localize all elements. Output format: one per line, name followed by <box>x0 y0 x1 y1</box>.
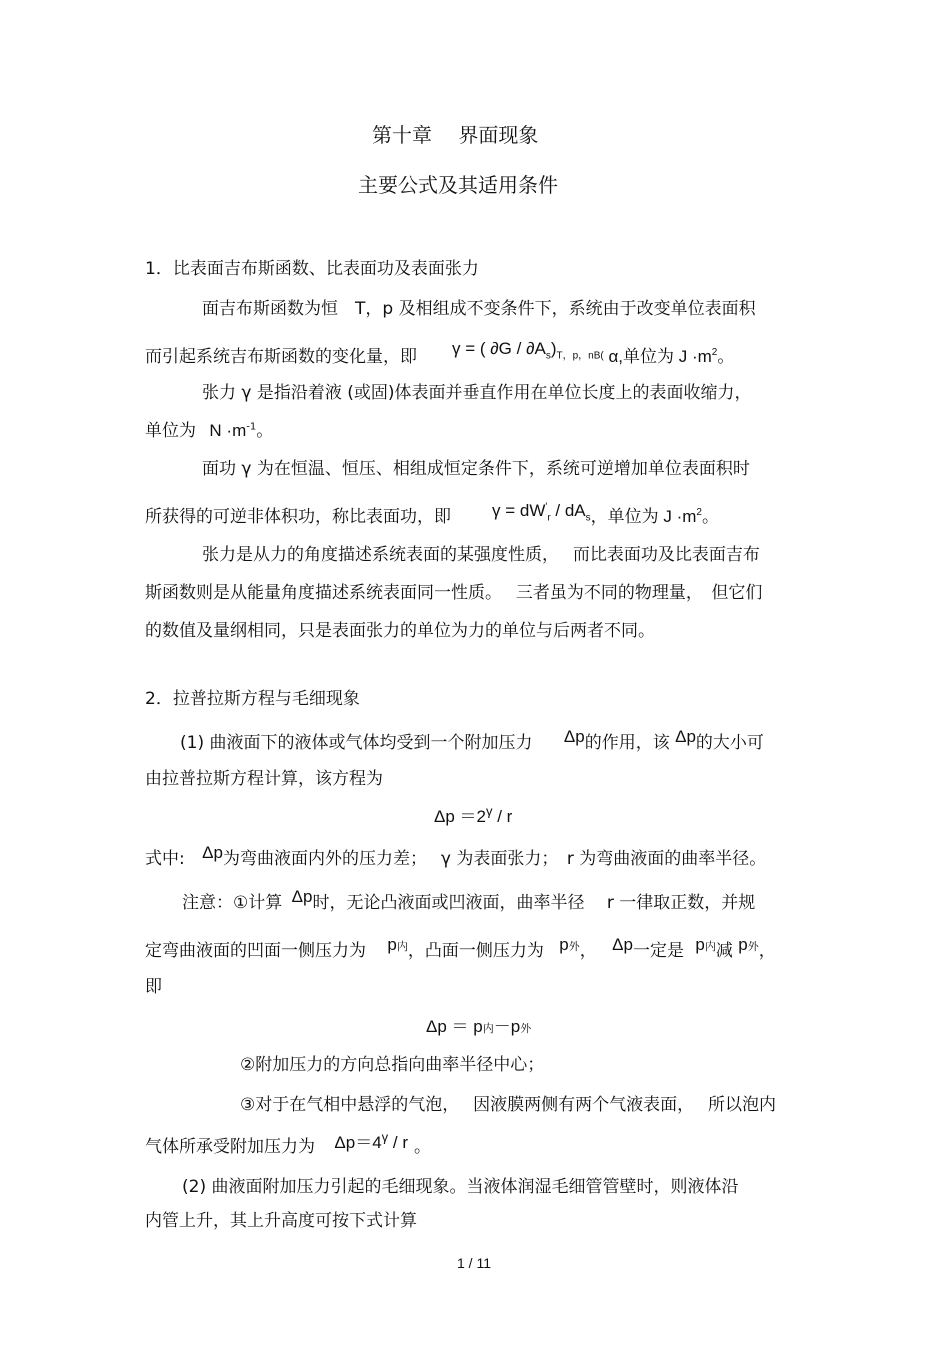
section-1-heading: 1．比表面吉布斯函数、比表面功及表面张力 <box>145 259 479 279</box>
paragraph-line: 斯函数则是从能量角度描述系统表面同一性质。 三者虽为不同的物理量， 但它们 <box>145 583 763 603</box>
paragraph-line: (2) 曲液面附加压力引起的毛细现象。当液体润湿毛细管管壁时，则液体沿 <box>182 1177 739 1197</box>
paragraph-line: 由拉普拉斯方程计算，该方程为 <box>145 769 383 789</box>
paragraph-line: 定弯曲液面的凹面一侧压力为 p内，凸面一侧压力为 p外， Δp一定是 p内减 p外， <box>145 935 776 961</box>
paragraph-line: 张力是从力的角度描述系统表面的某强度性质， 而比表面功及比表面吉布 <box>202 545 760 565</box>
paragraph-line: 式中: Δp为弯曲液面内外的压力差； γ 为表面张力； r 为弯曲液面的曲率半径。 <box>145 843 767 869</box>
pressure-difference-equation: Δp ＝ p内－p外 <box>426 1017 532 1036</box>
formula-surface-gibbs: γ = ( $\partial G / \partial A_s)_{T,p,nB(}$ α,单位为 $J \cdot m^2$。 <box>452 339 735 366</box>
paragraph-line: 面功 γ 为在恒温、恒压、相组成恒定条件下，系统可逆增加单位表面积时 <box>202 459 750 479</box>
page-number: 1 / 11 <box>457 1255 491 1271</box>
paragraph-line: ③对于在气相中悬浮的气泡， 因液膜两侧有两个气液表面， 所以泡内 <box>240 1095 777 1115</box>
paragraph-line: ②附加压力的方向总指向曲率半径中心； <box>240 1055 545 1075</box>
chapter-title: 第十章 界面现象 <box>372 123 539 147</box>
paragraph-line: 而引起系统吉布斯函数的变化量，即 <box>145 347 417 367</box>
paragraph-line: 气体所承受附加压力为 $\Delta p=4^\gamma / r$ 。 <box>145 1129 432 1157</box>
paragraph-line: 所获得的可逆非体积功，称比表面功，即 <box>145 507 451 527</box>
section-2-heading: 2．拉普拉斯方程与毛细现象 <box>145 689 360 709</box>
paragraph-line: 面吉布斯函数为恒 T，p 及相组成不变条件下，系统由于改变单位表面积 <box>202 299 756 319</box>
paragraph-line: 的数值及量纲相同，只是表面张力的单位为力的单位与后两者不同。 <box>145 621 655 641</box>
formula-surface-work: $\gamma = dW'_r / dA_s$，单位为 $J \cdot m^2$。 <box>492 501 719 527</box>
paragraph-line: 张力 γ 是指沿着液 (或固)体表面并垂直作用在单位长度上的表面收缩力， <box>202 383 752 403</box>
paragraph-line: 内管上升，其上升高度可按下式计算 <box>145 1211 417 1231</box>
laplace-equation: $\Delta p =2^\gamma / r$ <box>434 803 513 826</box>
paragraph-line: 注意：①计算 Δp时，无论凸液面或凹液面，曲率半径 r 一律取正数，并规 <box>182 887 756 913</box>
paragraph-line: (1) 曲液面下的液体或气体均受到一个附加压力 Δp的作用，该 Δp的大小可 <box>180 727 764 753</box>
paragraph-line: 即 <box>145 977 162 997</box>
paragraph-line: 单位为 $N \cdot m^{-1}$。 <box>145 421 274 441</box>
section-subtitle: 主要公式及其适用条件 <box>358 173 558 197</box>
